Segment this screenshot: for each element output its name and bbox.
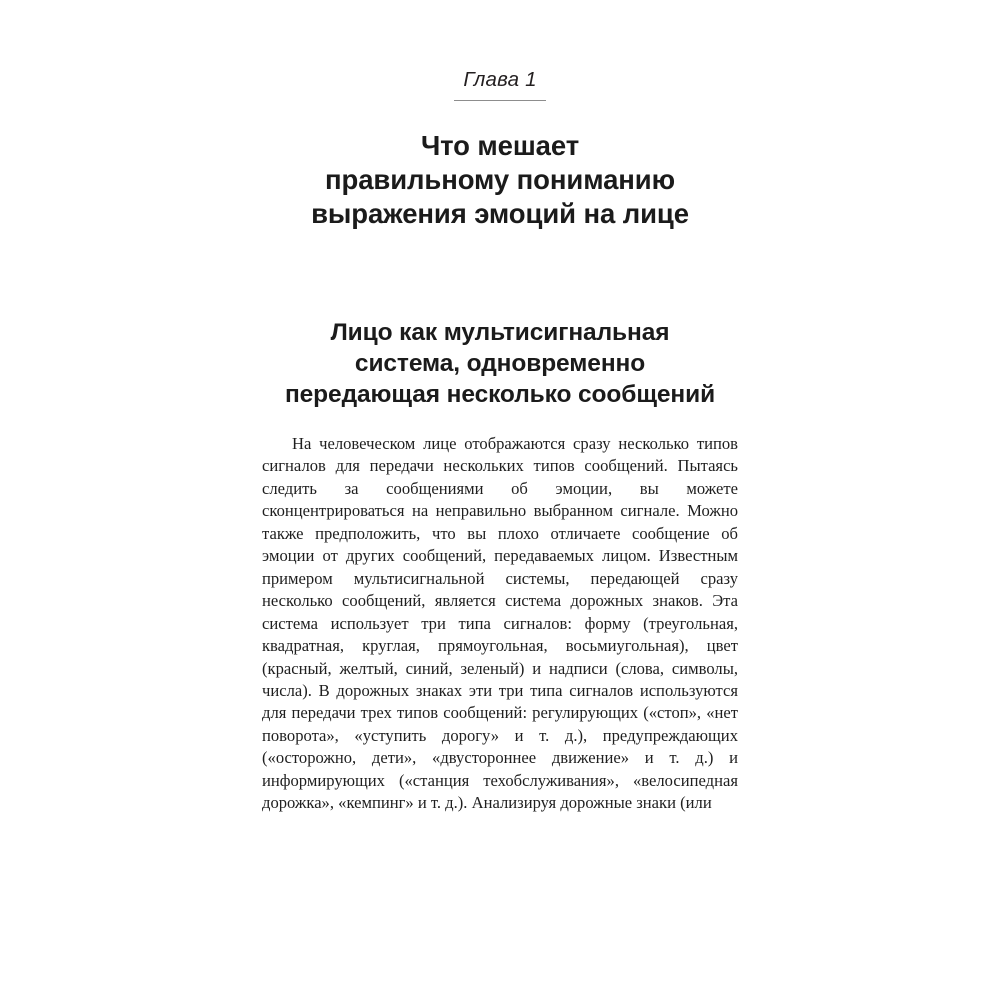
content-column [262, 0, 738, 815]
chapter-label: Глава 1 [463, 68, 537, 91]
chapter-title-line: выражения эмоций на лице [311, 197, 689, 229]
section-heading-line: передающая несколько сообщений [284, 380, 716, 408]
chapter-title [262, 129, 738, 231]
chapter-label-block [262, 68, 738, 101]
body-paragraph: На человеческом лице отображаются сразу несколько типов сигналов для передачи нескольких типов сообщений. Пытаясь следить за сообщениями об эмоции, вы можете сконцентрироваться на неправильно выбранном сигнале. Можно также предположить, что вы плохо отличаете сообщение об эмоции от других сообщений, передаваемых лицом. Известным примером мультисигнальной системы, передающей сразу несколько сообщений, является система дорожных знаков. Эта система использует три типа сигналов: форму (треугольная, квадратная, круглая, прямоугольная, восьмиугольная), цвет (красный, желтый, синий, зеленый) и надписи (слова, символы, числа). В дорожных знаках эти три типа сигналов используются для передачи трех типов сообщений: регулирующих («стоп», «нет поворота», «уступить дорогу» и т. д.), предупреждающих («осторожно, дети», «двустороннее движение» и т. д.) и информирующих («станция техобслуживания», «велосипедная дорожка», «кемпинг» и т. д.). Анализируя дорожные знаки (или [262, 433, 738, 813]
body-copy [262, 433, 738, 815]
section-heading-line: система, одновременно [354, 349, 646, 377]
chapter-divider-rule [454, 100, 546, 101]
chapter-title-line: правильному пониманию [325, 163, 675, 195]
section-heading [262, 317, 738, 410]
section-heading-line: Лицо как мультисигнальная [330, 318, 670, 346]
chapter-title-line: Что мешает [420, 129, 580, 161]
